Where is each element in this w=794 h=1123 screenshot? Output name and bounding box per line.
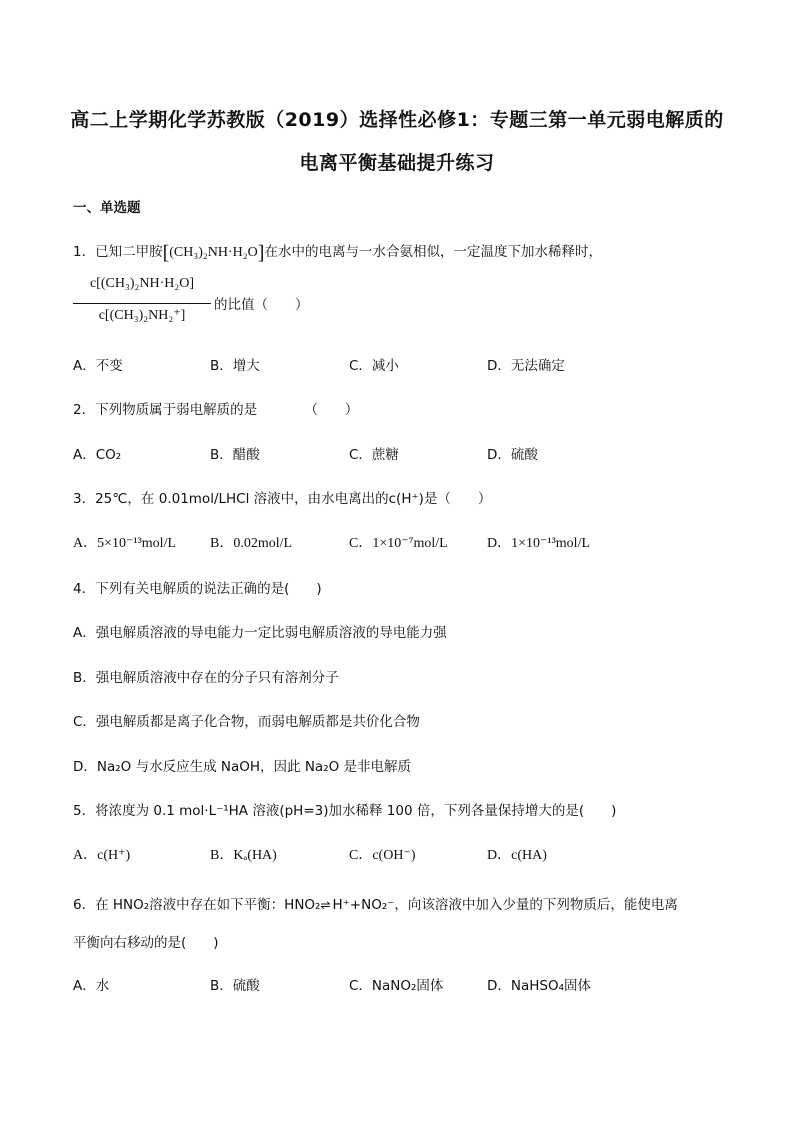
question-text: 下列有关电解质的说法正确的是( ) xyxy=(95,581,322,597)
question-text: 在水中的电离与一水合氨相似，一定温度下加水稀释时， xyxy=(264,244,602,260)
question-2 xyxy=(73,398,358,418)
option-b: B．0.02mol/L xyxy=(210,536,293,551)
option-a: A．强电解质溶液的导电能力一定比弱电解质溶液的导电能力强 xyxy=(73,625,447,641)
fraction-numerator: c[(CH₃)₂NH·H₂O] xyxy=(89,276,195,291)
question-5 xyxy=(73,799,616,819)
question-6 xyxy=(73,893,678,913)
equilibrium-arrow-icon: ⇌ xyxy=(320,898,333,912)
question-number: 2． xyxy=(73,402,96,418)
fraction-bar xyxy=(73,303,211,304)
question-text: 平衡向右移动的是( ) xyxy=(73,935,219,951)
fraction-denominator: c[(CH₃)₂NH₂⁺] xyxy=(98,308,186,323)
option-a: A．c(H⁺) xyxy=(73,848,131,863)
bracket-icon: ] xyxy=(257,242,265,264)
question-number: 6． xyxy=(73,897,96,913)
question-text: 已知二甲胺 xyxy=(95,244,163,260)
option-c: C．NaNO₂固体 xyxy=(349,978,444,994)
question-number: 4． xyxy=(73,581,96,597)
question-number: 1． xyxy=(73,244,96,260)
question-text: 在 HNO₂溶液中存在如下平衡：HNO₂ xyxy=(95,897,321,913)
option-d: D．硫酸 xyxy=(487,447,538,463)
option-c: C．1×10⁻⁷mol/L xyxy=(349,536,448,551)
question-4 xyxy=(73,577,322,597)
option-d: D．1×10⁻¹³mol/L xyxy=(487,536,591,551)
option-d: D．NaHSO₄固体 xyxy=(487,978,592,994)
question-1 xyxy=(73,240,602,263)
option-a: A．5×10⁻¹³mol/L xyxy=(73,536,177,551)
document-title-line-1: 高二上学期化学苏教版（2019）选择性必修1：专题三第一单元弱电解质的 xyxy=(70,109,724,131)
dimethylamine-formula: (CH₃)₂NH·H₂O xyxy=(169,245,258,260)
option-b: B．增大 xyxy=(210,358,260,374)
question-number: 5． xyxy=(73,803,96,819)
option-a: A．水 xyxy=(73,978,110,994)
question-text: 下列物质属于弱电解质的是 （ ） xyxy=(95,402,359,418)
question-text: H⁺+NO₂⁻，向该溶液中加入少量的下列物质后，能使电离 xyxy=(332,897,678,913)
option-b: B．强电解质溶液中存在的分子只有溶剂分子 xyxy=(73,670,339,686)
option-c: C．蔗糖 xyxy=(349,447,399,463)
option-b: B．Kₐ(HA) xyxy=(210,848,277,863)
option-d: D．无法确定 xyxy=(487,358,565,374)
question-number: 3． xyxy=(73,491,96,507)
option-d: D．c(HA) xyxy=(487,848,547,863)
option-c: C．强电解质都是离子化合物，而弱电解质都是共价化合物 xyxy=(73,714,420,730)
option-d: D．Na₂O 与水反应生成 NaOH，因此 Na₂O 是非电解质 xyxy=(73,759,412,775)
question-text: 25℃，在 0.01mol/LHCl 溶液中，由水电离出的c(H⁺)是（ ） xyxy=(95,491,492,507)
document-title-line-2: 电离平衡基础提升练习 xyxy=(299,152,495,174)
question-text: 的比值（ ） xyxy=(214,297,309,313)
option-c: C．c(OH⁻) xyxy=(349,848,416,863)
question-text: 将浓度为 0.1 mol·L⁻¹HA 溶液(pH=3)加水稀释 100 倍，下列各量保持增大的是( ) xyxy=(95,803,617,819)
section-heading: 一、单选题 xyxy=(73,200,141,216)
option-c: C．减小 xyxy=(349,358,399,374)
option-a: A．不变 xyxy=(73,358,123,374)
question-3 xyxy=(73,487,491,507)
option-b: B．硫酸 xyxy=(210,978,260,994)
option-b: B．醋酸 xyxy=(210,447,260,463)
bracket-icon: [ xyxy=(162,242,170,264)
option-a: A．CO₂ xyxy=(73,447,122,463)
